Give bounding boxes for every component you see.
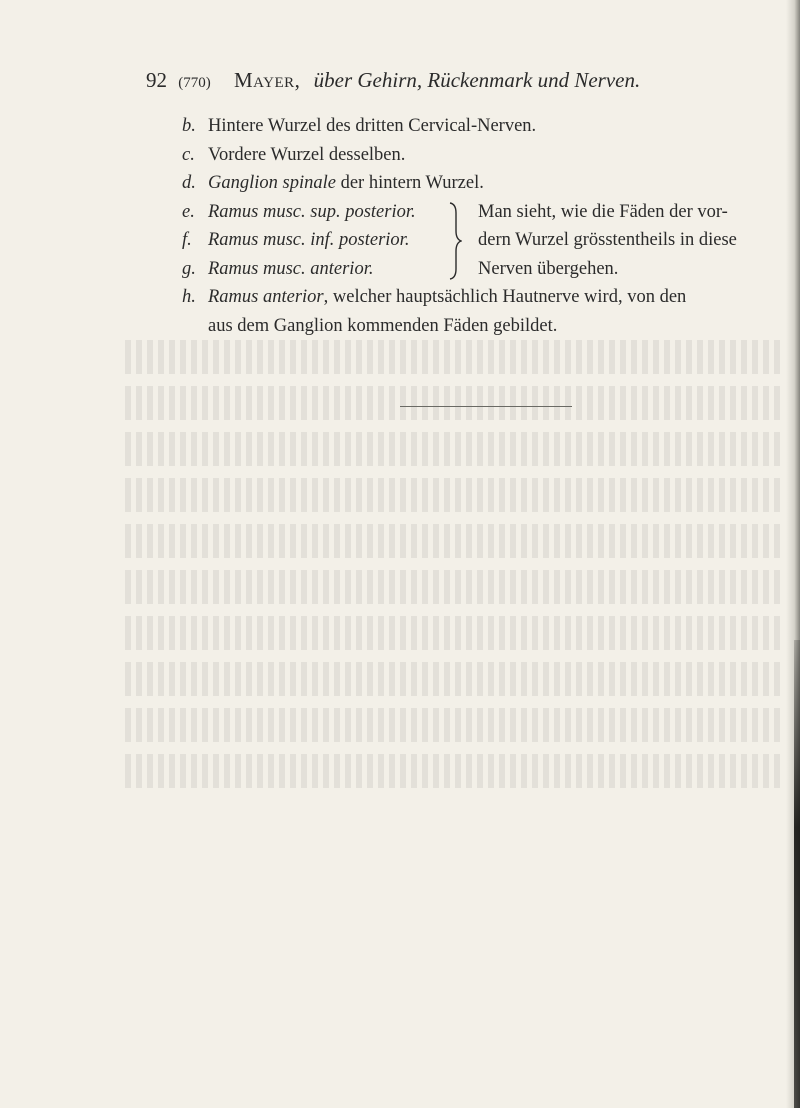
legend-italic-term: Ramus musc. inf. posterior. [208, 230, 410, 250]
brace-note-line: Nerven übergehen. [478, 258, 619, 279]
legend-italic-term: Ganglion spinale [208, 173, 336, 193]
legend-letter: c. [182, 144, 195, 165]
legend-text: , welcher hauptsächlich Hautnerve wird, von den [323, 287, 687, 307]
legend-entry-d [182, 169, 782, 198]
legend-entry-h [182, 283, 782, 312]
legend-letter: b. [182, 116, 196, 136]
braced-entries [182, 198, 452, 284]
brace-note [478, 198, 798, 284]
curly-brace-icon [446, 201, 462, 281]
legend-entry-e [182, 198, 452, 227]
legend-letter: e. [182, 201, 195, 222]
bleed-through-text [120, 340, 780, 820]
running-header [146, 68, 706, 93]
page-edge-binding [794, 640, 800, 1108]
legend-letter: g. [182, 258, 196, 279]
page-reference: (770) [178, 75, 211, 91]
legend-italic-term: Ramus musc. anterior. [208, 258, 374, 279]
legend-letter: h. [182, 287, 196, 307]
legend-letter: f. [182, 230, 192, 250]
brace-note-line: dern Wurzel grösstentheils in diese [478, 230, 737, 250]
header-title: über Gehirn, Rückenmark und Nerven. [313, 68, 641, 92]
legend-text: aus dem Ganglion kommenden Fäden gebildet. [208, 315, 558, 336]
legend-text: Vordere Wurzel desselben. [208, 144, 406, 165]
end-rule [400, 406, 572, 407]
legend-text: Hintere Wurzel des dritten Cervical-Nerven. [208, 116, 537, 136]
legend-letter: d. [182, 173, 196, 193]
legend-entry-b [182, 112, 782, 141]
legend-italic-term: Ramus anterior [208, 287, 324, 307]
page-number: 92 [146, 68, 167, 92]
legend-entry-g [182, 255, 452, 284]
header-author: Mayer, [234, 68, 301, 92]
braced-entries-group [182, 198, 782, 284]
brace-note-line: Man sieht, wie die Fäden der vor- [478, 201, 728, 222]
legend-text: der hintern Wurzel. [335, 173, 484, 193]
legend-entry-c [182, 141, 782, 170]
legend-entry-h-continuation [182, 312, 782, 341]
legend-italic-term: Ramus musc. sup. posterior. [208, 201, 416, 222]
legend-entry-f [182, 226, 452, 255]
figure-legend [182, 112, 782, 340]
